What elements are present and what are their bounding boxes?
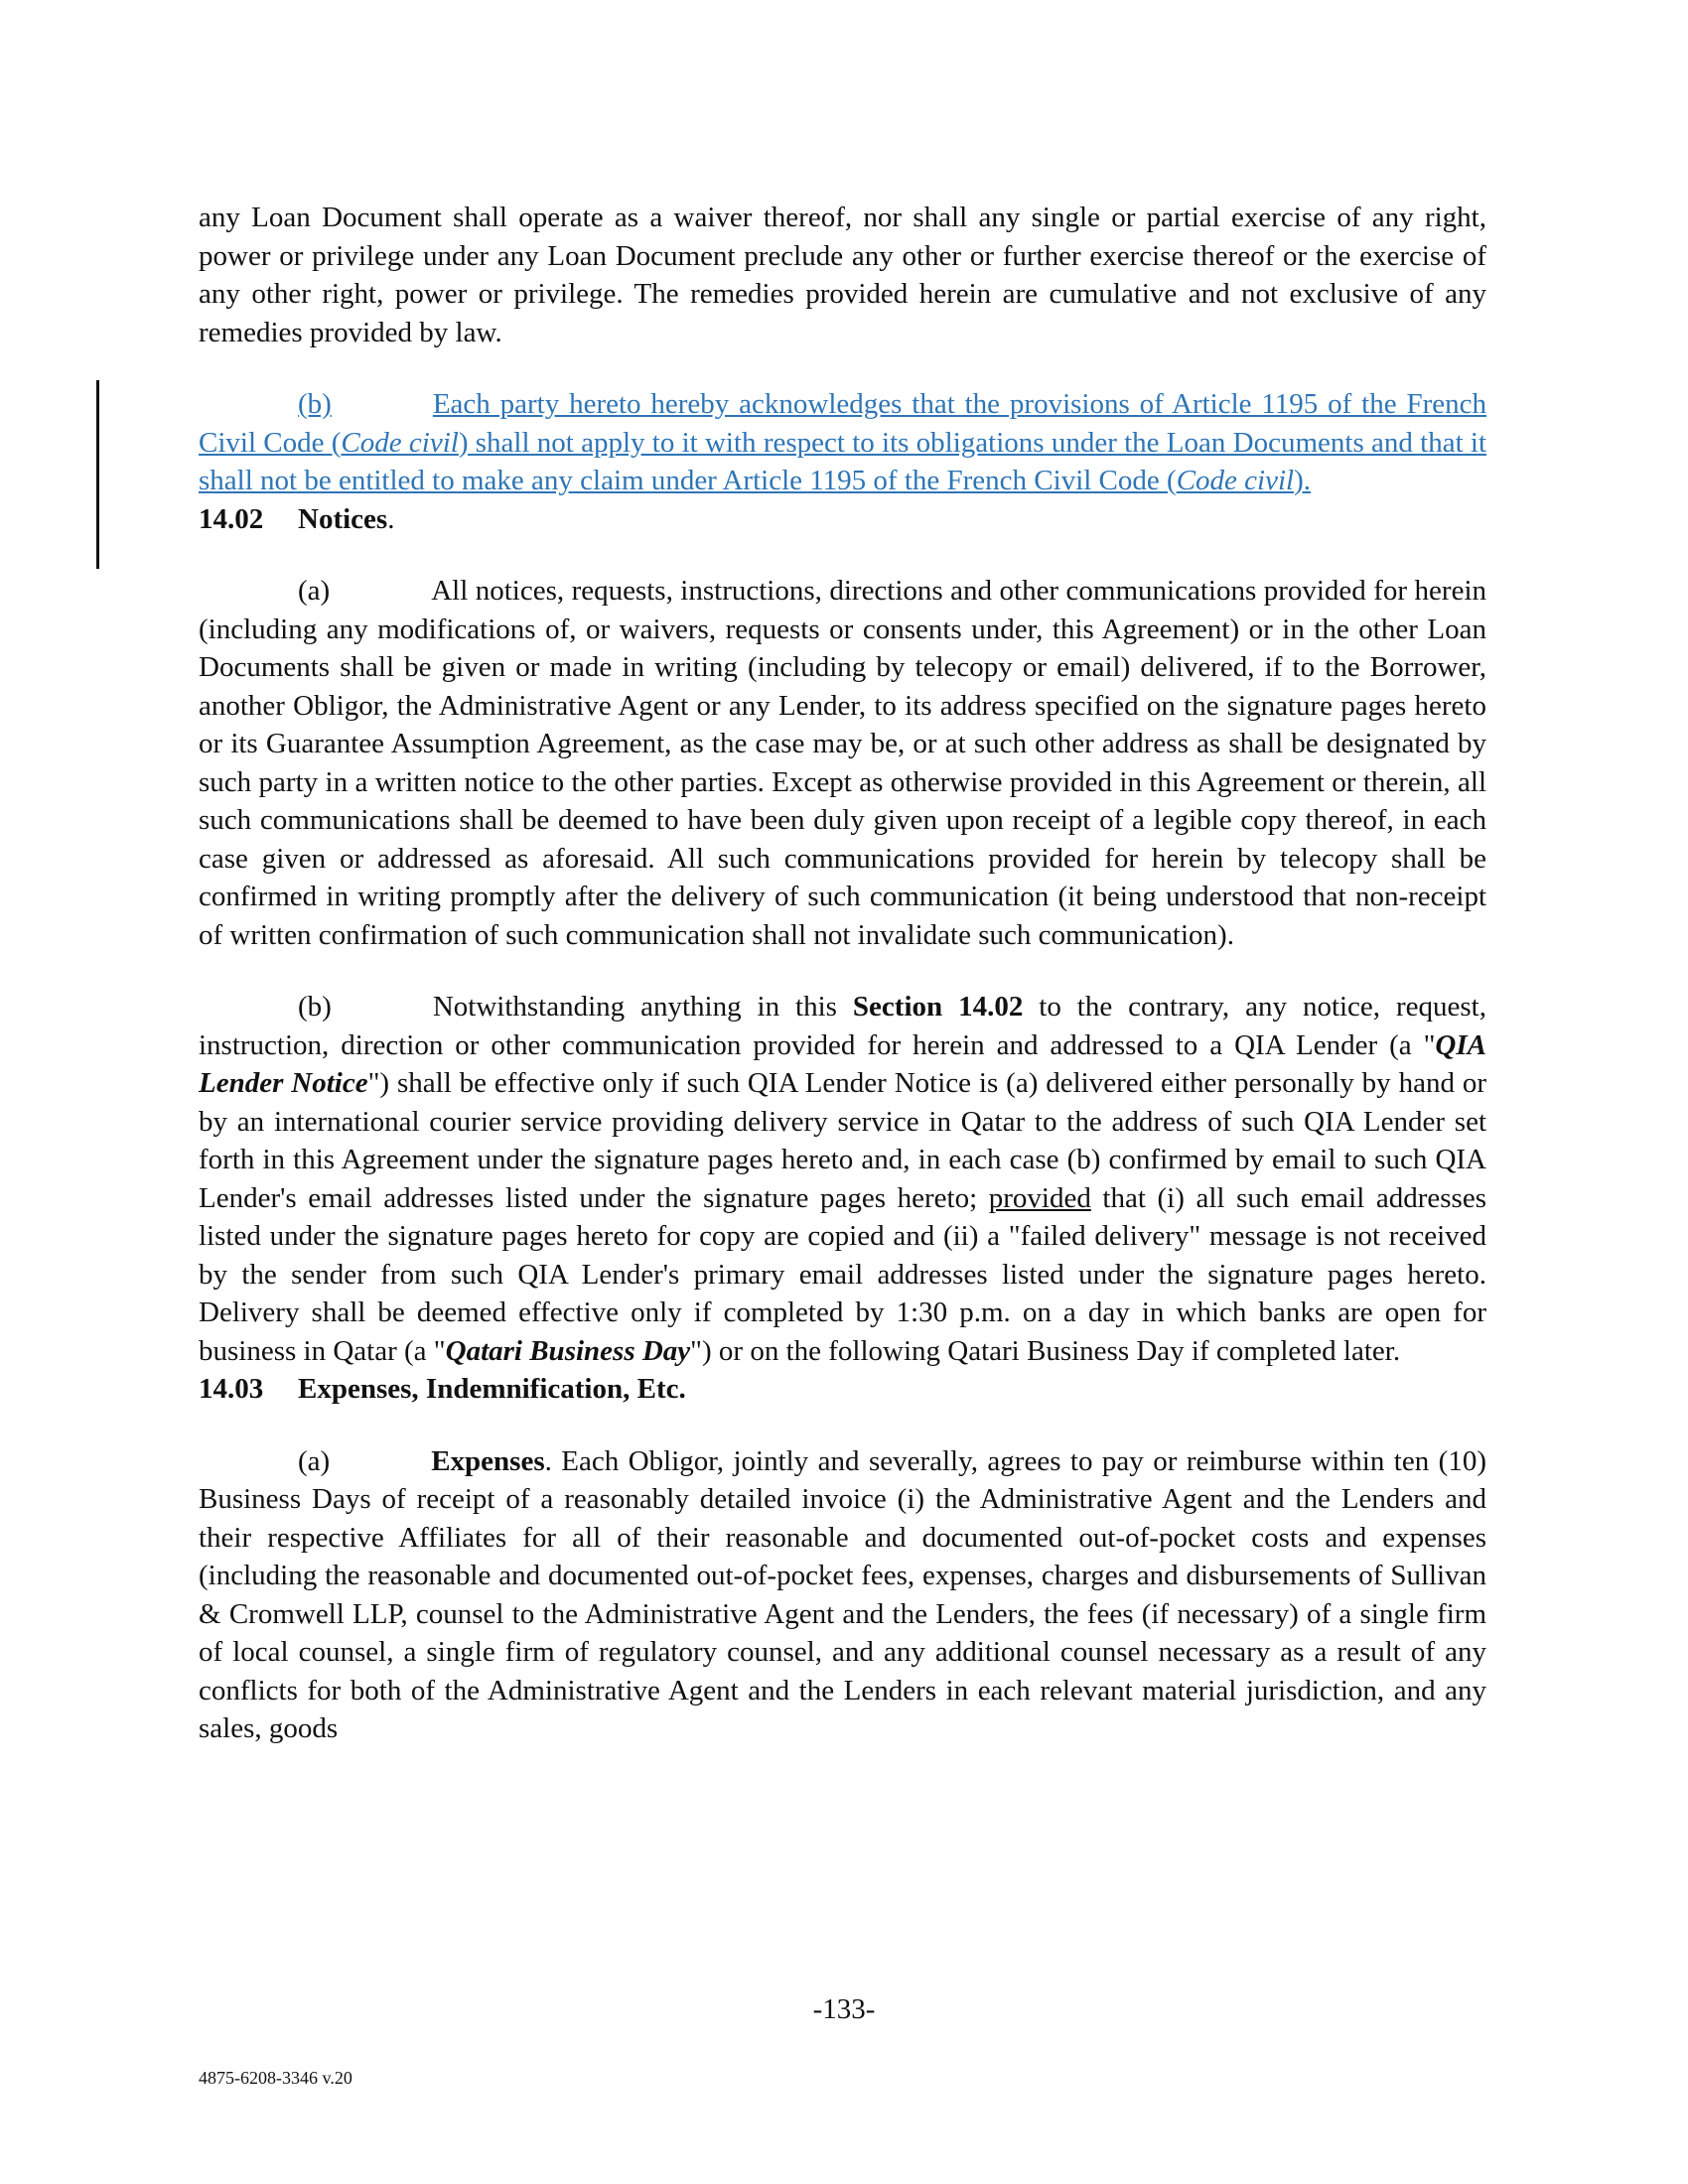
section-title: Expenses, Indemnification, Etc. (298, 1373, 686, 1405)
defined-term: QIA Lender Notice (199, 1028, 1486, 1099)
section-reference: Section 14.02 (852, 991, 1024, 1023)
underlined-term: provided (988, 1181, 1091, 1214)
section-heading-14-02: 14.02 Notices. (199, 500, 1486, 539)
paragraph-14-02-b: (b) Notwithstanding anything in this Section 14.02 to the contrary, any notice, request, instruction, direction or other communication provided for herein and addressed to a QIA Lender (a "QIA Lender Notice") shall be effective only if such QIA Lender Notice is (a) delivered either personally by hand or by an international courier service providing delivery service in Qatar to the address of such QIA Lender set forth in this Agreement under the signature pages hereto and, in each case (b) confirmed by email to such QIA Lender's email addresses listed under the signature pages hereto; provided that (i) all such email addresses listed under the signature pages hereto for copy are copied and (ii) a "failed delivery" message is not received by the sender from such QIA Lender's primary email addresses listed under the signature pages hereto. Delivery shall be deemed effective only if completed by 1:30 p.m. on a day in which banks are open for business in Qatar (a "Qatari Business Day") or on the following Qatari Business Day if completed later. (199, 991, 1486, 1367)
document-id: 4875-6208-3346 v.20 (199, 2068, 352, 2088)
paragraph-14-03-a: (a) Expenses. Each Obligor, jointly and severally, agrees to pay or reimburse within ten (10) Business Days of receipt of a reasonably detailed invoice (i) the Administrative Agent and the Lenders and their respective Affiliates for all of their reasonable and documented out-of-pocket costs and expenses (including the reasonable and documented out-of-pocket fees, expenses, charges and disbursements of Sullivan & Cromwell LLP, counsel to the Administrative Agent and the Lenders, the fees (if necessary) of a single firm of local counsel, a single firm of regulatory counsel, and any additional counsel necessary as a result of any conflicts for both of the Administrative Agent and the Lenders in each relevant material jurisdiction, and any sales, goods (199, 1444, 1486, 1744)
italic-term: Code civil (341, 426, 459, 459)
clause-label: (b) (298, 388, 332, 420)
defined-term: Qatari Business Day (445, 1334, 691, 1367)
section-number: 14.02 (199, 502, 264, 535)
page-body (199, 199, 1486, 1748)
section-heading-14-03 (199, 1370, 1486, 1409)
paragraph-14-02-a: (a) All notices, requests, instructions, directions and other communications provided for herein (including any modifications of, or waivers, requests or consents under, this Agreement) or in the other Loan Documents shall be given or made in writing (including by telecopy or email) delivered, if to the Borrower, another Obligor, the Administrative Agent or any Lender, to its address specified on the signature pages hereto or its Guarantee Assumption Agreement, as the case may be, or at such other address as shall be designated by such party in a written notice to the other parties. Except as otherwise provided in this Agreement or therein, all such communications shall be deemed to have been duly given upon receipt of a legible copy thereof, in each case given or addressed as aforesaid. All such communications provided for herein by telecopy shall be confirmed in writing promptly after the delivery of such communication (it being understood that non-receipt of written confirmation of such communication shall not invalidate such communication). (199, 575, 1486, 951)
section-number: 14.03 (199, 1373, 264, 1405)
clause-label: (b) (298, 991, 332, 1023)
page-number: -133- (812, 1993, 876, 2025)
clause-label: (a) (298, 575, 331, 607)
section-title: Notices (298, 502, 388, 535)
change-bar (96, 380, 99, 569)
paragraph-waiver-continuation: any Loan Document shall operate as a waiver thereof, nor shall any single or partial exercise of any right, power or privilege under any Loan Document preclude any other or further exercise thereof or the exercise of any other right, power or privilege. The remedies provided herein are cumulative and not exclusive of any remedies provided by law. (199, 202, 1486, 348)
italic-term: Code civil (1176, 465, 1295, 496)
paragraph-14-01-b-inserted: (b) Each party hereto hereby acknowledges that the provisions of Article 1195 of the French Civil Code (Code civil) shall not apply to it with respect to its obligations under the Loan Documents and that it shall not be entitled to make any claim under Article 1195 of the French Civil Code (Code civil). (199, 388, 1487, 496)
clause-heading: Expenses (431, 1444, 545, 1477)
clause-label: (a) (298, 1444, 331, 1477)
